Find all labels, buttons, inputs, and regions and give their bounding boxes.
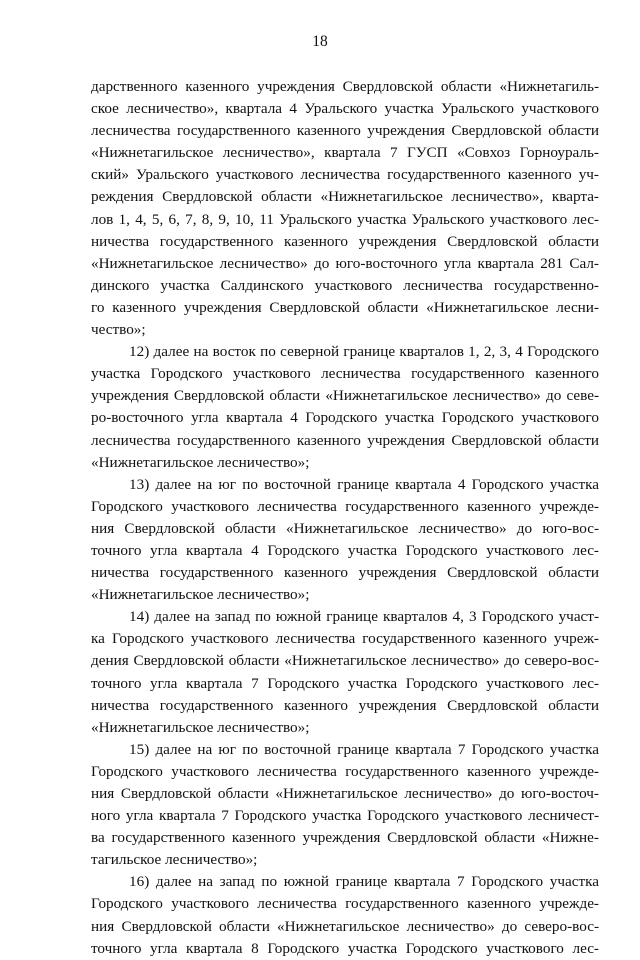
text-line: 16) далее на запад по южной границе квартала 7 Городского участка [129, 873, 599, 891]
text-line: ничества государственного казенного учреждения Свердловской области [91, 696, 599, 714]
page-number: 18 [312, 33, 328, 50]
text-line: «Нижнетагильское лесничество», квартала 7 ГУСП «Совхоз Горноураль- [91, 144, 599, 162]
text-line: точного угла квартала 8 Городского участка Городского участкового лес- [91, 939, 599, 957]
text-line: ка Городского участкового лесничества государственного казенного учреж- [91, 630, 599, 648]
text-line: 14) далее на запад по южной границе кварталов 4, 3 Городского участ- [129, 608, 599, 626]
text-line: ва государственного казенного учреждения Свердловской области «Нижне- [91, 829, 599, 847]
text-line: точного угла квартала 7 Городского участка Городского участкового лес- [91, 674, 599, 692]
text-line: ский» Уральского участкового лесничества государственного казенного уч- [91, 166, 599, 184]
text-line: 13) далее на юг по восточной границе квартала 4 Городского участка [129, 475, 599, 493]
text-line: чество»; [91, 321, 146, 339]
text-line: тагильское лесничество»; [91, 851, 258, 869]
text-line: учреждения Свердловской области «Нижнетагильское лесничество» до севе- [91, 387, 599, 405]
text-line: лесничества государственного казенного учреждения Свердловской области [91, 431, 599, 449]
text-line: ское лесничество», квартала 4 Уральского участка Уральского участкового [91, 100, 599, 118]
text-line: ро-восточного угла квартала 4 Городского участка Городского участкового [91, 409, 599, 427]
text-line: «Нижнетагильское лесничество»; [91, 718, 310, 736]
text-line: ничества государственного казенного учреждения Свердловской области [91, 232, 599, 250]
text-line: «Нижнетагильское лесничество»; [91, 586, 310, 604]
text-line: Городского участкового лесничества государственного казенного учрежде- [91, 895, 599, 913]
text-line: точного угла квартала 4 Городского участка Городского участкового лес- [91, 541, 599, 559]
text-line: участка Городского участкового лесничества государственного казенного [91, 365, 599, 383]
text-line: дарственного казенного учреждения Свердловской области «Нижнетагиль- [91, 78, 599, 95]
text-line: ния Свердловской области «Нижнетагильское лесничество» до юго-восточ- [91, 785, 599, 802]
text-line: реждения Свердловской области «Нижнетагильское лесничество», кварта- [91, 188, 599, 206]
text-line: дения Свердловской области «Нижнетагильское лесничество» до северо-вос- [91, 652, 599, 670]
text-line: ния Свердловской области «Нижнетагильское лесничество» до юго-вос- [91, 519, 599, 537]
text-line: «Нижнетагильское лесничество»; [91, 453, 310, 471]
text-line: динского участка Салдинского участкового лесничества государственно- [91, 276, 599, 294]
text-line: го казенного учреждения Свердловской области «Нижнетагильское лесни- [91, 298, 599, 316]
text-line: лесничества государственного казенного учреждения Свердловской области [91, 122, 599, 140]
text-line: «Нижнетагильское лесничество» до юго-восточного угла квартала 281 Сал- [91, 254, 599, 272]
text-line: Городского участкового лесничества государственного казенного учрежде- [91, 497, 599, 515]
text-line: ного угла квартала 7 Городского участка Городского участкового лесничест- [91, 807, 599, 825]
text-line: лов 1, 4, 5, 6, 7, 8, 9, 10, 11 Уральского участка Уральского участкового лес- [91, 210, 599, 228]
text-line: ния Свердловской области «Нижнетагильское лесничество» до северо-вос- [91, 917, 599, 935]
text-line: Городского участкового лесничества государственного казенного учрежде- [91, 762, 599, 780]
text-line: ничества государственного казенного учреждения Свердловской области [91, 564, 599, 582]
document-body [91, 76, 599, 960]
text-line: 12) далее на восток по северной границе кварталов 1, 2, 3, 4 Городского [129, 343, 599, 361]
text-line: 15) далее на юг по восточной границе квартала 7 Городского участка [129, 740, 599, 758]
